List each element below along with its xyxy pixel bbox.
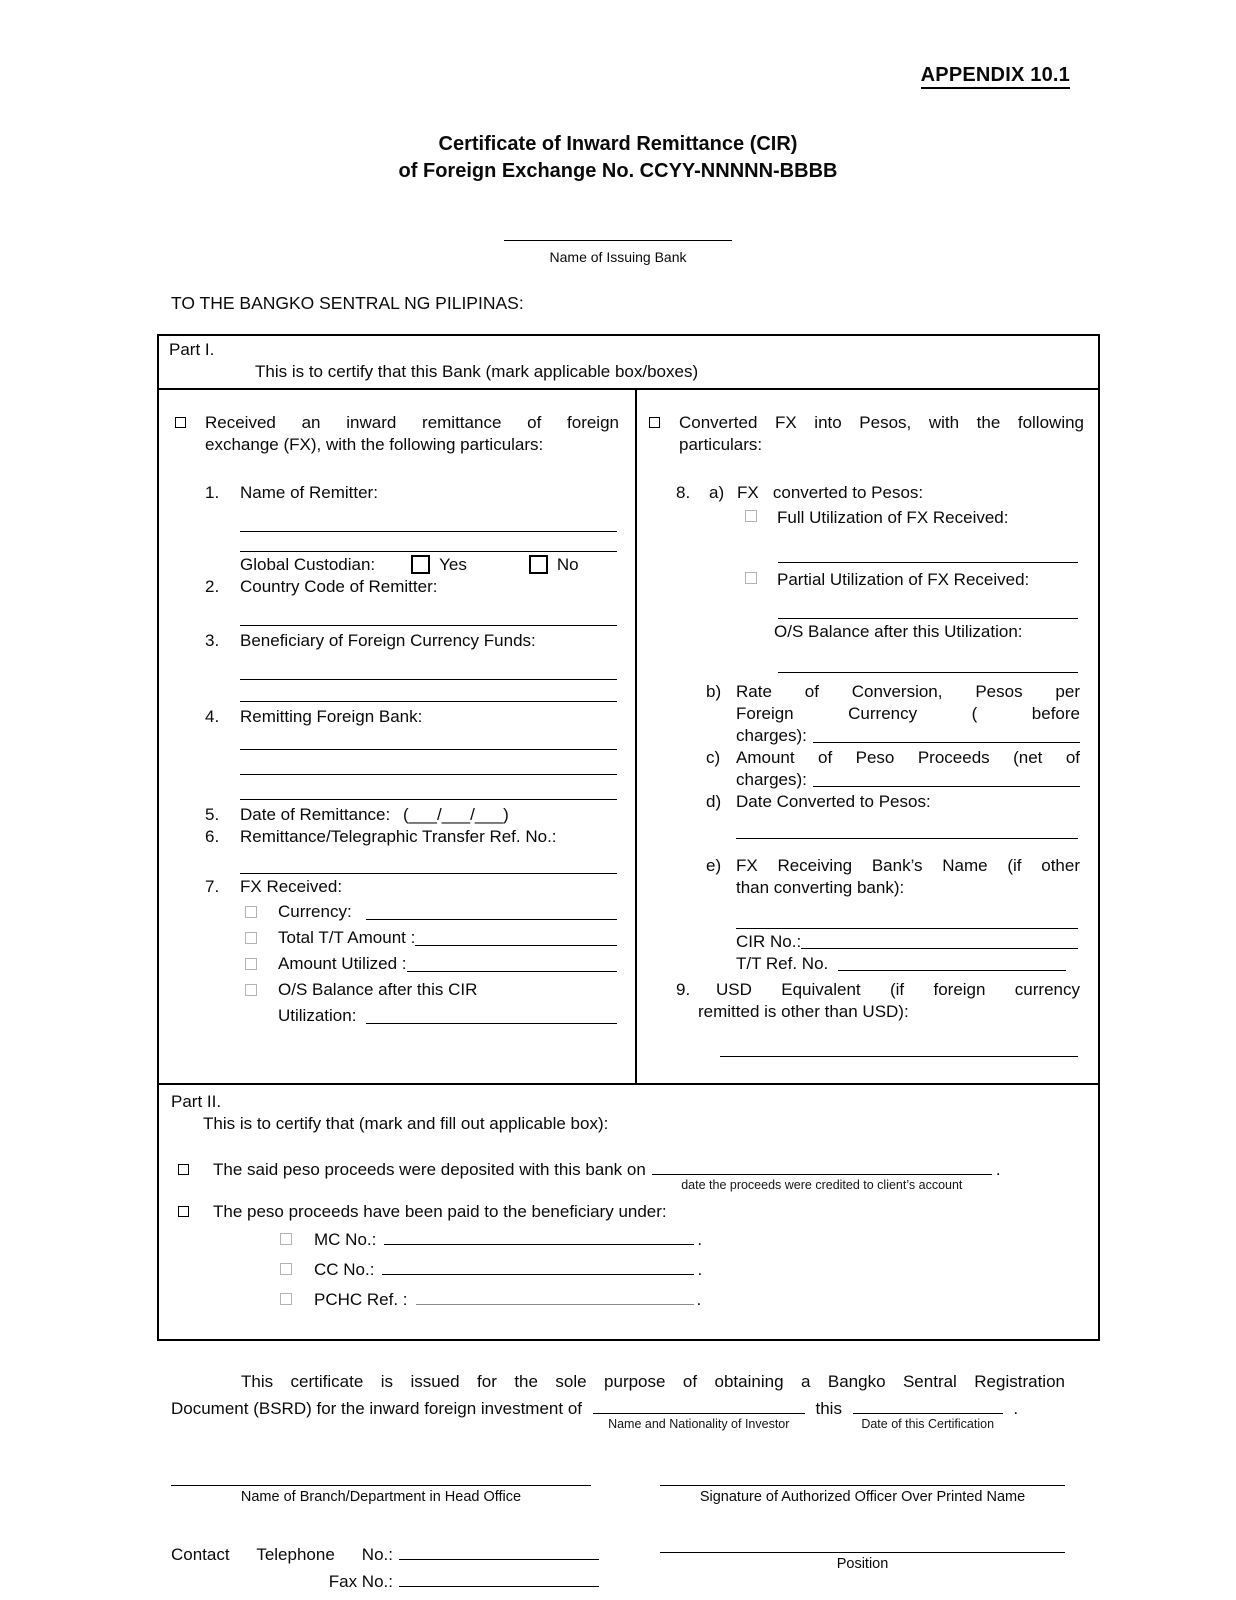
cc-checkbox[interactable] [280,1263,292,1275]
investor-caption: Name and Nationality of Investor [608,1417,790,1431]
cir-no-row [736,931,1078,953]
received-remittance-checkbox[interactable] [175,417,186,428]
fax-label: Fax No.: [328,1572,393,1591]
mc-period: . [697,1230,703,1249]
officer-signature-caption: Signature of Authorized Officer Over Printed Name [699,1489,1026,1505]
full-utilization-line[interactable] [778,529,1078,563]
amount-utilized-row [245,952,619,976]
total-tt-checkbox[interactable] [245,932,257,944]
cc-row [280,1257,1086,1283]
paid-beneficiary-row [171,1201,1086,1223]
form-title [0,131,1236,185]
converted-fx-checkbox[interactable] [649,417,660,428]
full-utilization-label: Full Utilization of FX Received: [777,508,1009,527]
item7-number: 7. [205,877,220,896]
pchc-row [280,1287,1086,1313]
partial-utilization-row [745,569,1084,591]
partial-utilization-label: Partial Utilization of FX Received: [777,570,1030,589]
item8c-letter: c) [706,748,721,767]
item4-number: 4. [205,707,220,726]
item8e-letter: e) [706,856,722,875]
pchc-ref-line[interactable] [416,1291,694,1305]
tt-ref-label: T/T Ref. No. [736,954,829,973]
currency-row [245,900,619,924]
branch-caption: Name of Branch/Department in Head Office [240,1489,522,1505]
amount-utilized-label: Amount Utilized : [278,954,407,973]
os-balance-line[interactable] [366,1010,617,1024]
remitter-line-2[interactable] [240,532,617,552]
yes-checkbox[interactable] [411,555,430,574]
part1-columns [159,390,1098,1083]
item9-number: 9. [676,980,691,999]
global-custodian-row [240,554,619,576]
deposit-date-caption: date the proceeds were credited to client’s account [681,1178,963,1192]
pchc-period: . [696,1290,702,1309]
currency-label: Currency: [278,902,352,921]
date-of-remittance-field[interactable]: (___/___/___) [402,805,509,824]
issuing-bank-caption: Name of Issuing Bank [549,249,687,265]
currency-line[interactable] [366,906,617,920]
os-balance-row2 [278,1004,619,1028]
position-caption: Position [836,1556,889,1572]
form-table [157,334,1100,1341]
remitting-bank-line-2[interactable] [240,750,617,775]
item2-number: 2. [205,577,220,596]
total-tt-row [245,926,619,950]
converted-fx-row [649,412,1084,456]
investor-name-line[interactable] [593,1400,805,1431]
peso-proceeds-line[interactable] [813,773,1080,787]
item8c-row [706,747,1084,791]
part2-subtitle: This is to certify that (mark and fill out applicable box): [203,1114,609,1133]
item8d-row [706,791,1084,813]
part2-section [159,1083,1098,1339]
item3-number: 3. [205,631,220,650]
officer-signature-line[interactable] [660,1484,1065,1486]
no-checkbox[interactable] [529,555,548,574]
amount-utilized-line[interactable] [407,958,618,972]
issuing-bank-line[interactable] [504,227,732,241]
tt-ref-row [736,953,1078,975]
cert-line2-start: Document (BSRD) for the inward foreign investment of [171,1399,583,1418]
item8a-label: FX converted to Pesos: [737,483,924,502]
item8d-letter: d) [706,792,722,811]
item8b-row [706,681,1084,747]
appendix-row [0,0,1236,89]
deposited-text-wrap [213,1159,1001,1192]
os-after-utilization-line[interactable] [778,643,1078,673]
item2-row [175,576,619,598]
cert-line2-mid: this [815,1399,842,1418]
beneficiary-line-2[interactable] [240,680,617,702]
item8e-body: FX Receiving Bank’s Name (if other than converting bank): [736,856,1080,897]
deposited-checkbox[interactable] [178,1164,189,1175]
cir-no-line[interactable] [801,935,1078,949]
telephone-label: Contact Telephone No.: [171,1545,393,1564]
position-line[interactable] [660,1551,1065,1553]
item5-label [240,804,619,826]
total-tt-line[interactable] [415,932,617,946]
item1-row [175,482,619,504]
tt-ref-no-line[interactable] [838,957,1066,971]
fax-row [171,1568,611,1595]
issuing-bank-block [0,225,1236,266]
partial-utilization-line[interactable] [778,591,1078,619]
telephone-line[interactable] [399,1546,599,1560]
form-title-line1: Certificate of Inward Remittance (CIR) [438,133,798,155]
remitting-bank-line-1[interactable] [240,728,617,750]
total-tt-label: Total T/T Amount : [278,928,416,947]
os-balance-row [245,978,619,1002]
part2-label: Part II. [171,1092,222,1111]
cir-no-label: CIR No.: [736,932,802,951]
country-code-line[interactable] [240,598,617,626]
cert-line2-end: . [1013,1399,1019,1418]
item8b-letter: b) [706,682,722,701]
partial-utilization-checkbox[interactable] [745,572,757,584]
full-utilization-row [745,507,1084,529]
os-after-utilization-label: O/S Balance after this Utilization: [774,622,1023,641]
currency-checkbox[interactable] [245,906,257,918]
item1-number: 1. [205,483,220,502]
item4-row [175,706,619,728]
cc-period: . [697,1260,703,1279]
mc-row [280,1227,1086,1253]
mc-no-line[interactable] [384,1231,694,1245]
item9-body: USD Equivalent (if foreign currency remitted is other than USD): [698,980,1080,1021]
cert-line2 [171,1398,1065,1431]
item8b-body: Rate of Conversion, Pesos per Foreign Currency ( before charges): [736,682,1080,745]
yes-label: Yes [439,555,467,574]
officer-signature-block [660,1484,1065,1507]
paid-beneficiary-checkbox[interactable] [178,1206,189,1217]
converted-fx-text: Converted FX into Pesos, with the following particulars: [679,413,1084,454]
paid-beneficiary-text: The peso proceeds have been paid to the beneficiary under: [213,1202,667,1221]
fax-line[interactable] [399,1573,599,1587]
mc-checkbox[interactable] [280,1233,292,1245]
deposited-row [171,1159,1086,1192]
pchc-checkbox[interactable] [280,1293,292,1305]
full-utilization-checkbox[interactable] [745,510,757,522]
part1-right-column [637,390,1098,1083]
item8b-lastline: charges): [736,726,807,745]
item1-label: Name of Remitter: [240,483,378,502]
item7-row [175,876,619,898]
form-title-line2: of Foreign Exchange No. CCYY-NNNNN-BBBB [398,160,838,182]
addressee-line: TO THE BANGKO SENTRAL NG PILIPINAS: [171,293,524,313]
rate-of-conversion-line[interactable] [813,729,1080,743]
certification-date-line[interactable] [853,1400,1003,1431]
item2-label: Country Code of Remitter: [240,577,438,596]
certification-paragraph [171,1371,1065,1431]
global-custodian-label: Global Custodian: [240,555,376,574]
item8e-row [706,855,1084,899]
item8d-label: Date Converted to Pesos: [736,792,931,811]
received-remittance-row [175,412,619,456]
contact-block [171,1541,1065,1595]
no-label: No [556,555,579,574]
tt-ref-line[interactable] [240,848,617,874]
part1-header [159,336,1098,390]
item8c-body: Amount of Peso Proceeds (net of charges): [736,748,1080,789]
cc-label: CC No.: [314,1260,375,1279]
fx-receiving-bank-line[interactable] [736,899,1078,929]
beneficiary-line-1[interactable] [240,652,617,680]
deposited-text: The said peso proceeds were deposited with this bank on [213,1160,646,1179]
remitter-line-1[interactable] [240,510,617,532]
branch-signature-block [171,1484,591,1507]
item3-label: Beneficiary of Foreign Currency Funds: [240,631,536,650]
item6-row [175,826,619,848]
item5-number: 5. [205,805,220,824]
os-balance-label-line2: Utilization: [278,1006,357,1025]
item3-row [175,630,619,652]
cc-no-line[interactable] [382,1261,694,1275]
item6-number: 6. [205,827,220,846]
part1-left-column [159,390,637,1083]
remitting-bank-line-3[interactable] [240,775,617,800]
item5-text: Date of Remittance: [240,805,391,824]
item6-label: Remittance/Telegraphic Transfer Ref. No.: [240,827,557,846]
pchc-label: PCHC Ref. : [314,1290,408,1309]
item8a-letter: a) [709,483,725,502]
mc-label: MC No.: [314,1230,377,1249]
cert-line1: This certificate is issued for the sole purpose of obtaining a Bangko Sentral Registration [241,1372,1065,1391]
signature-row [171,1484,1065,1507]
part1-subtitle: This is to certify that this Bank (mark applicable box/boxes) [255,362,699,381]
position-block [660,1541,1065,1595]
item4-label: Remitting Foreign Bank: [240,707,423,726]
item7-label: FX Received: [240,877,343,896]
item8a-row [676,482,1084,504]
date-converted-line[interactable] [736,813,1078,839]
item5-row [175,804,619,826]
item9-row [676,979,1084,1023]
certification-date-caption: Date of this Certification [861,1417,995,1431]
received-remittance-text: Received an inward remittance of foreign exchange (FX), with the following particulars: [205,413,619,454]
os-balance-label-line1: O/S Balance after this CIR [278,980,478,999]
telephone-row [171,1541,611,1568]
contact-left [171,1541,611,1595]
os-balance-checkbox[interactable] [245,984,257,996]
amount-utilized-checkbox[interactable] [245,958,257,970]
appendix-label: APPENDIX 10.1 [921,64,1070,89]
deposit-date-line[interactable] [652,1161,992,1192]
item8-number: 8. [676,483,691,502]
usd-equivalent-line[interactable] [720,1023,1078,1057]
item8c-lastline: charges): [736,770,807,789]
deposited-period: . [995,1160,1001,1179]
part1-label: Part I. [169,340,215,359]
branch-line[interactable] [171,1484,591,1486]
